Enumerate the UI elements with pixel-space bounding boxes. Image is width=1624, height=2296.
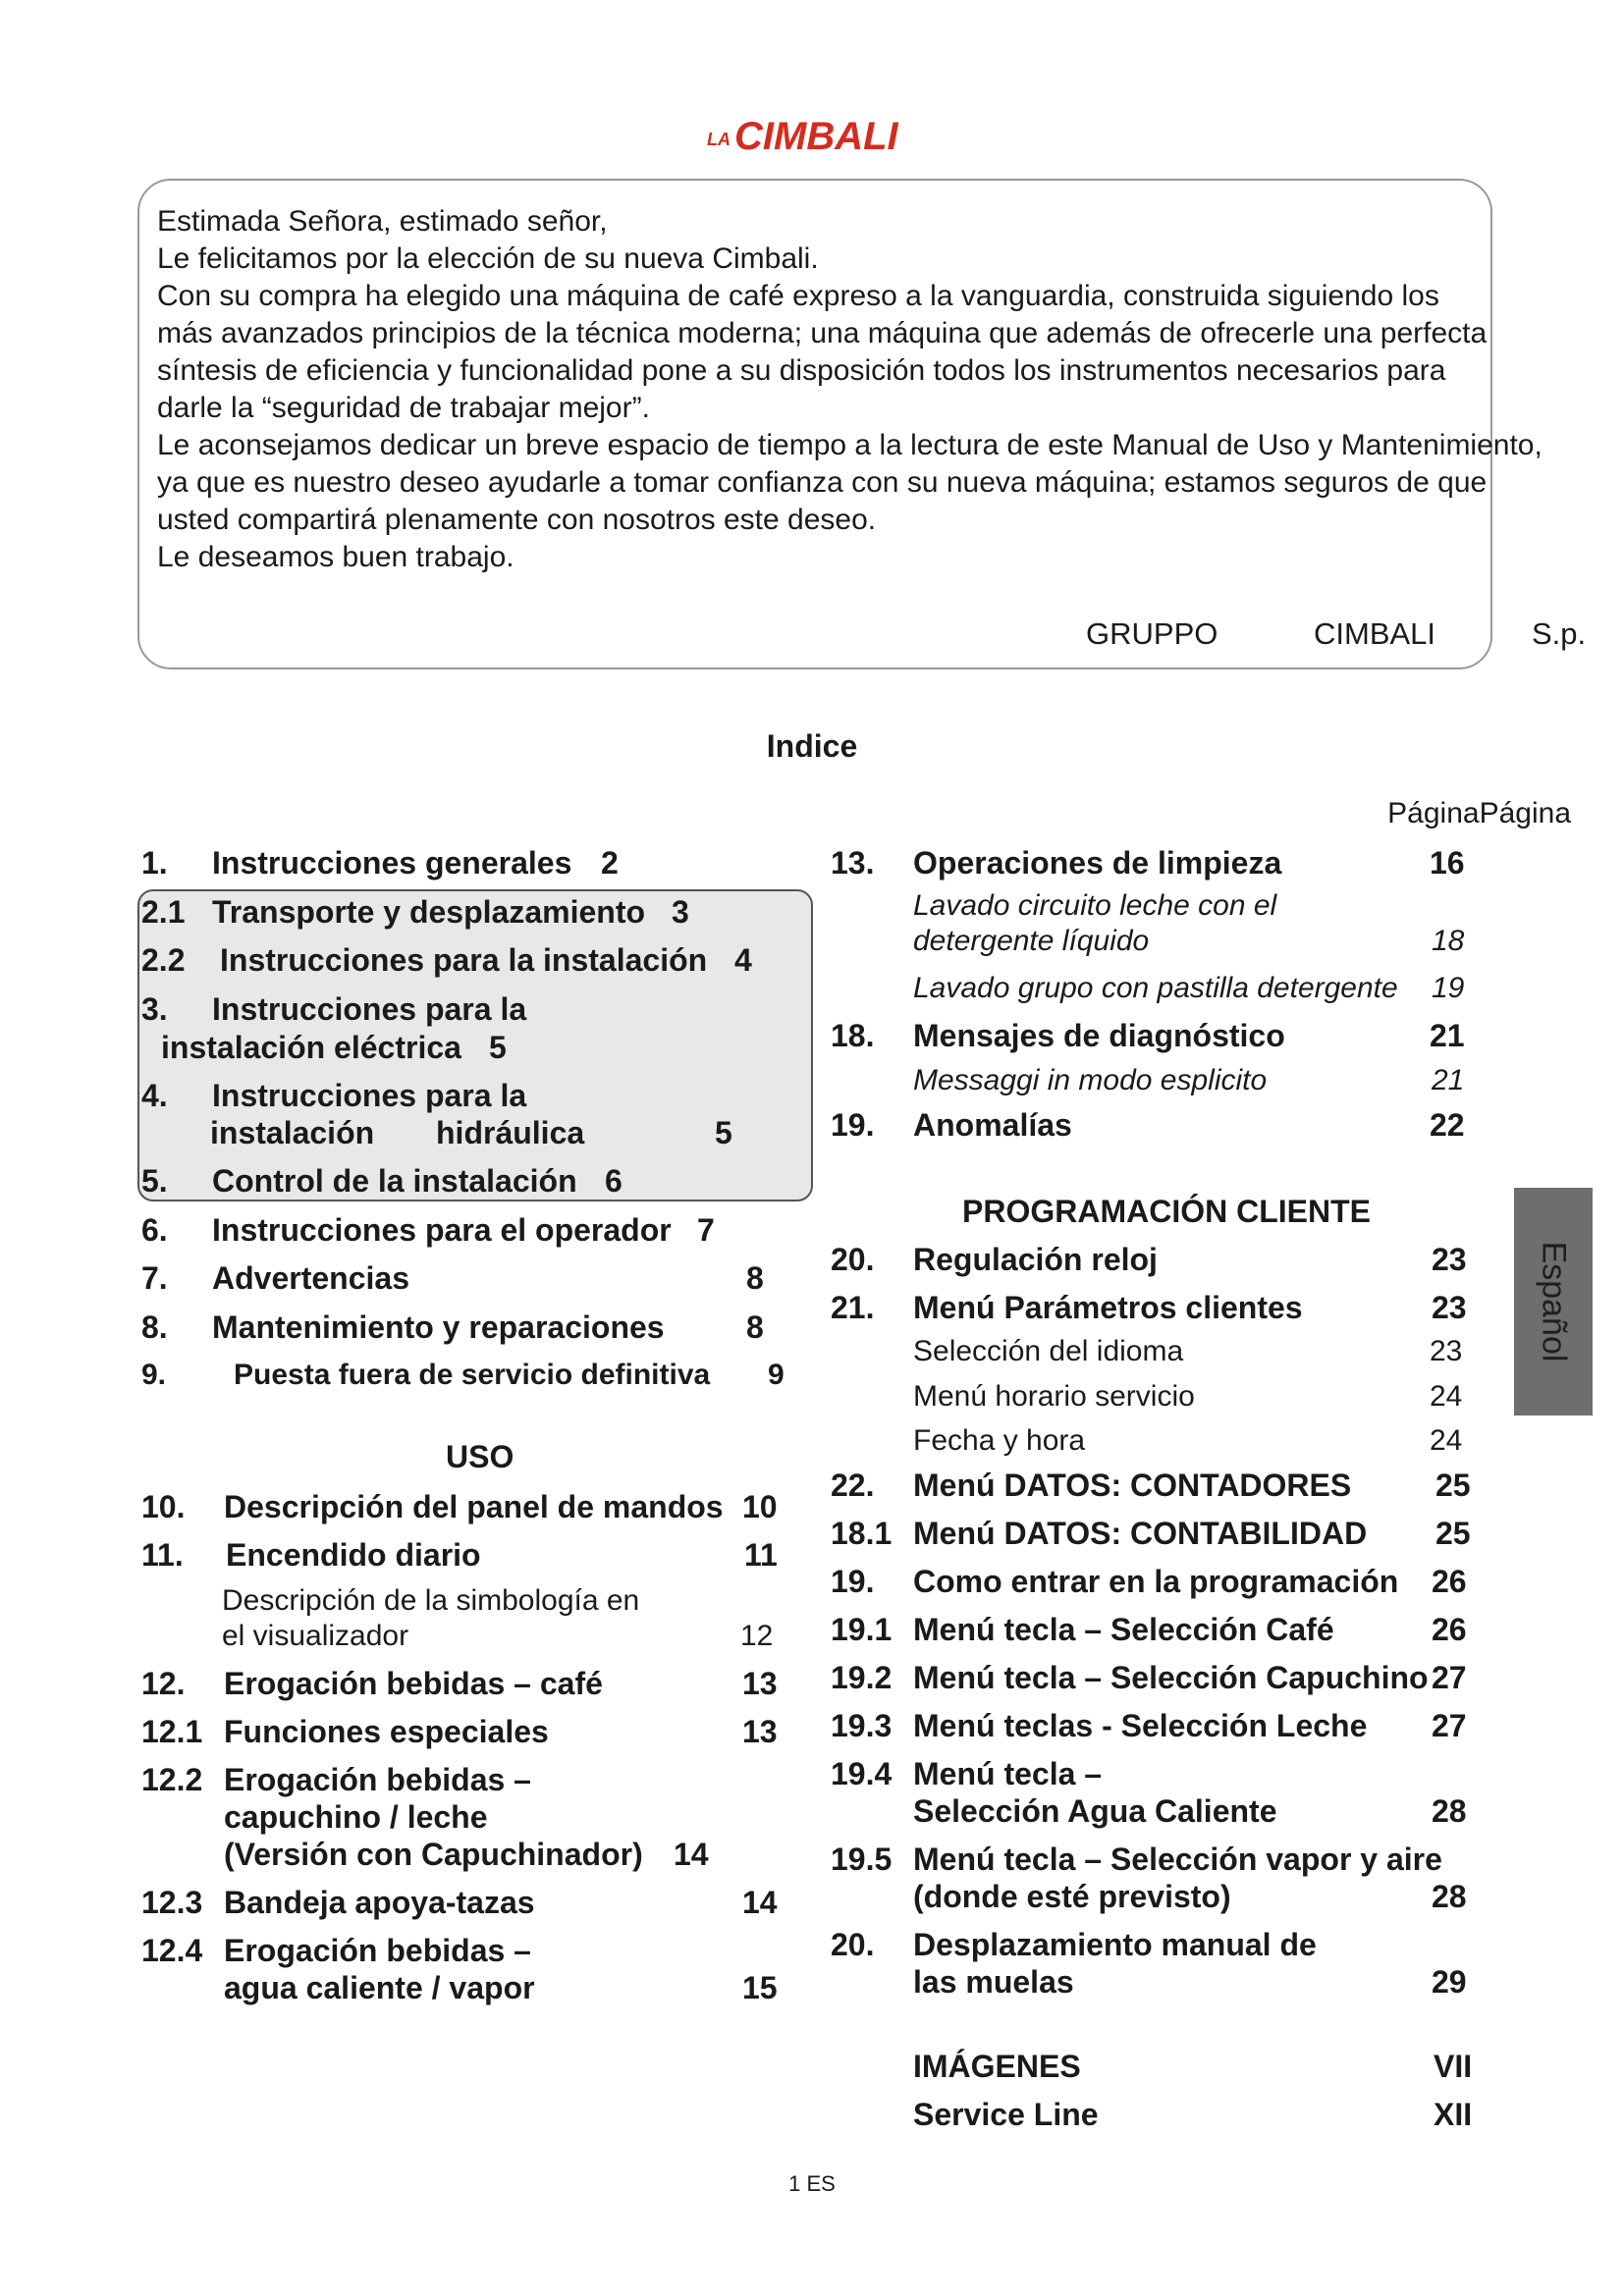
toc-label: Menú horario servicio [913,1380,1195,1413]
language-tab [1514,1188,1593,1415]
toc-page: 15 [742,1970,778,2005]
toc-label: Regulación reloj [913,1242,1158,1277]
toc-label: Transporte y desplazamiento [212,894,646,930]
toc-label: Erogación bebidas – café [224,1666,603,1701]
page-column-label: PáginaPágina [1387,797,1571,829]
toc-label: el visualizador [222,1620,409,1652]
toc-num: 19.4 [831,1756,893,1791]
toc-label: Instrucciones para la [212,991,527,1027]
toc-page: 9 [768,1359,785,1391]
toc-label: Menú DATOS: CONTADORES [913,1468,1352,1503]
toc-label: Bandeja apoya-tazas [224,1885,535,1920]
toc-page: 24 [1430,1380,1463,1413]
intro-line: Estimada Señora, estimado señor, [157,205,608,238]
toc-page: 16 [1430,845,1465,881]
intro-line: ya que es nuestro deseo ayudarle a tomar confianza con su nueva máquina; estamos seguros de que [157,466,1488,499]
toc-page: 21 [1432,1064,1465,1096]
toc-page: 27 [1432,1708,1467,1743]
toc-page: 8 [746,1260,764,1296]
toc-label: Puesta fuera de servicio definitiva [234,1359,711,1391]
toc-page: 2 [601,845,619,881]
toc-label-2: hidráulica [436,1115,585,1150]
intro-line: Con su compra ha elegido una máquina de café expreso a la vanguardia, construida siguiendo los [157,280,1439,312]
toc-page: 7 [697,1212,715,1248]
toc-num: 19. [831,1107,875,1143]
toc-label: Menú tecla – Selección vapor y aire [913,1842,1442,1877]
toc-num: 19.3 [831,1708,893,1743]
toc-page: 13 [742,1666,778,1701]
toc-label: Messaggi in modo esplicito [913,1064,1268,1096]
intro-line: darle la “seguridad de trabajar mejor”. [157,392,650,424]
toc-num: 21. [831,1290,875,1325]
intro-line: más avanzados principios de la técnica moderna; una máquina que además de ofrecerle una perfecta [157,317,1488,349]
section-heading-programacion: PROGRAMACIÓN CLIENTE [962,1194,1371,1229]
toc-num: 11. [141,1537,184,1573]
toc-label: Menú tecla – Selección Café [913,1612,1334,1647]
toc-label: Funciones especiales [224,1714,549,1749]
toc-label: Instrucciones para el operador [212,1212,672,1248]
intro-line: Le aconsejamos dedicar un breve espacio de tiempo a la lectura de este Manual de Uso y Mantenimiento, [157,429,1543,461]
toc-label: Menú teclas - Selección Leche [913,1708,1368,1743]
toc-page: 6 [605,1163,623,1199]
toc-page: 23 [1432,1290,1467,1325]
toc-label: Fecha y hora [913,1424,1086,1457]
toc-num: 12.2 [141,1762,203,1797]
toc-num: 4. [141,1078,168,1113]
toc-label: Como entrar en la programación [913,1564,1399,1599]
toc-page: 26 [1432,1564,1467,1599]
toc-page: 23 [1430,1335,1463,1367]
toc-label: instalación eléctrica [161,1030,461,1065]
toc-page: 22 [1430,1107,1465,1143]
toc-page: 5 [715,1115,732,1150]
intro-line: Le deseamos buen trabajo. [157,541,514,573]
toc-page: 5 [489,1030,507,1065]
toc-num: 12. [141,1666,186,1701]
toc-page: VII [1434,2049,1473,2084]
toc-page: 19 [1432,972,1465,1004]
toc-page: 14 [674,1837,709,1872]
toc-page: 4 [734,942,752,978]
toc-page: 3 [672,894,689,930]
toc-label: Erogación bebidas – [224,1762,531,1797]
toc-num: 18. [831,1018,875,1053]
toc-label: agua caliente / vapor [224,1970,535,2005]
toc-page: 10 [742,1489,778,1524]
logo-prefix: LA [707,130,731,149]
toc-page: 18 [1432,925,1465,957]
intro-line: Le felicitamos por la elección de su nueva Cimbali. [157,242,819,275]
toc-num: 22. [831,1468,875,1503]
toc-num: 18.1 [831,1516,893,1551]
toc-page: 29 [1432,1964,1467,2000]
toc-page: 23 [1432,1242,1467,1277]
toc-label: Lavado grupo con pastilla detergente [913,972,1398,1004]
toc-label: Selección del idioma [913,1335,1184,1367]
toc-page: 25 [1435,1516,1471,1551]
toc-num: 20. [831,1927,875,1962]
toc-num: 19.2 [831,1660,893,1695]
signature-word: S.p. [1532,616,1587,651]
toc-num: 8. [141,1309,168,1345]
toc-label: Instrucciones generales [212,845,572,881]
toc-label: Desplazamiento manual de [913,1927,1317,1962]
toc-page: XII [1434,2097,1473,2132]
toc-num: 5. [141,1163,168,1199]
toc-label: Control de la instalación [212,1163,577,1199]
toc-label: Lavado circuito leche con el [913,889,1277,922]
toc-label: Menú DATOS: CONTABILIDAD [913,1516,1368,1551]
toc-label: instalación [210,1115,375,1150]
toc-num: 3. [141,991,168,1027]
toc-num: 19.1 [831,1612,893,1647]
toc-label: capuchino / leche [224,1799,488,1835]
toc-label: Mantenimiento y reparaciones [212,1309,665,1345]
signature-word: CIMBALI [1314,616,1436,651]
toc-num: 9. [141,1359,167,1391]
toc-label: (donde esté previsto) [913,1879,1231,1914]
toc-page: 14 [742,1885,778,1920]
toc-label: Descripción de la simbología en [222,1584,640,1617]
toc-num: 7. [141,1260,168,1296]
toc-label: Erogación bebidas – [224,1933,531,1968]
toc-page: 24 [1430,1424,1463,1457]
toc-num: 10. [141,1489,186,1524]
index-title: Indice [766,728,858,764]
toc-label: Descripción del panel de mandos [224,1489,724,1524]
toc-page: 12 [740,1620,774,1652]
intro-line: usted compartirá plenamente con nosotros este deseo. [157,504,877,536]
toc-num: 20. [831,1242,875,1277]
toc-page: 8 [746,1309,764,1345]
toc-num: 12.4 [141,1933,203,1968]
logo-main: CIMBALI [734,115,898,157]
toc-page: 28 [1432,1793,1467,1829]
toc-page: 11 [744,1537,778,1573]
toc-num: 19. [831,1564,875,1599]
toc-label: Service Line [913,2097,1099,2132]
toc-label: Mensajes de diagnóstico [913,1018,1285,1053]
toc-label: Advertencias [212,1260,409,1296]
page-footer: 1 ES [788,2171,836,2196]
toc-label: las muelas [913,1964,1074,2000]
toc-num: 19.5 [831,1842,893,1877]
toc-label: Operaciones de limpieza [913,845,1282,881]
toc-num: 6. [141,1212,168,1248]
toc-page: 21 [1430,1018,1465,1053]
toc-num: 12.3 [141,1885,203,1920]
language-tab-label: Español [1535,1241,1573,1362]
toc-label: Menú tecla – Selección Capuchino [913,1660,1429,1695]
toc-label: Instrucciones para la instalación [220,942,708,978]
intro-line: síntesis de eficiencia y funcionalidad pone a su disposición todos los instrumentos necesarios para [157,354,1446,387]
toc-label: detergente líquido [913,925,1150,957]
toc-num: 1. [141,845,168,881]
toc-label: IMÁGENES [913,2049,1081,2084]
signature-word: GRUPPO [1086,616,1218,651]
section-heading-uso: USO [446,1439,514,1474]
toc-page: 26 [1432,1612,1467,1647]
toc-page: 13 [742,1714,778,1749]
toc-num: 2.2 [141,942,186,978]
toc-label: Instrucciones para la [212,1078,527,1113]
toc-num: 13. [831,845,875,881]
toc-page: 28 [1432,1879,1467,1914]
toc-page: 25 [1435,1468,1471,1503]
toc-label: Menú tecla – [913,1756,1103,1791]
toc-num: 2.1 [141,894,186,930]
toc-label: (Versión con Capuchinador) [224,1837,643,1872]
toc-label: Anomalías [913,1107,1072,1143]
toc-page: 27 [1432,1660,1467,1695]
toc-label: Selección Agua Caliente [913,1793,1277,1829]
toc-label: Encendido diario [226,1537,481,1573]
toc-num: 12.1 [141,1714,203,1749]
toc-label: Menú Parámetros clientes [913,1290,1303,1325]
brand-logo [705,106,931,157]
